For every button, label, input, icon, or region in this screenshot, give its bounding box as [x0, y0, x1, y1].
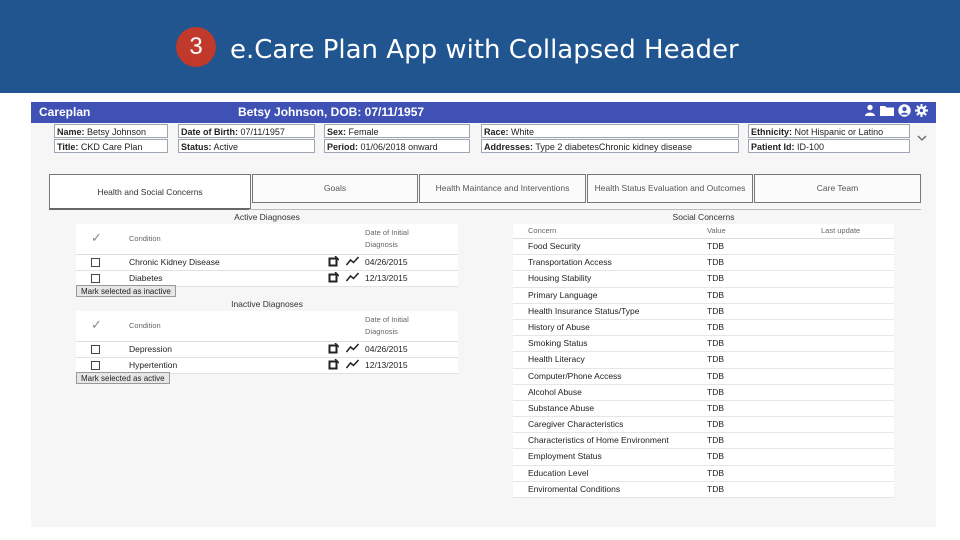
app-toolbar — [863, 104, 928, 120]
concern-value: TDB — [707, 354, 724, 365]
select-all-check-icon[interactable]: ✓ — [91, 230, 102, 245]
table-row — [513, 239, 894, 255]
table-row — [513, 255, 894, 271]
concern-value: TDB — [707, 273, 724, 284]
notes-icon[interactable] — [328, 256, 339, 270]
condition-name: Diabetes — [129, 273, 163, 283]
concern-value: TDB — [707, 483, 724, 494]
tab-divider — [249, 209, 921, 210]
social-concerns-title: Social Concerns — [672, 212, 735, 222]
person-icon[interactable] — [863, 104, 877, 120]
table-header — [76, 224, 458, 255]
table-row — [76, 342, 458, 358]
concern-name: Education Level — [528, 467, 589, 478]
concern-value: TDB — [707, 402, 724, 413]
trend-icon[interactable] — [346, 343, 359, 356]
app-bar — [31, 102, 936, 123]
mark-active-button[interactable]: Mark selected as active — [76, 372, 170, 384]
concern-name: Health Literacy — [528, 354, 585, 365]
concern-name: Computer/Phone Access — [528, 370, 622, 381]
inactive-diagnoses-table — [76, 311, 458, 374]
social-concerns-table — [513, 224, 894, 498]
table-row — [513, 352, 894, 368]
tab-goals[interactable]: Goals — [252, 174, 418, 203]
field-ethnicity: Ethnicity: Not Hispanic or Latino — [748, 124, 910, 138]
concern-name: Transportation Access — [528, 257, 612, 268]
concern-name: Caregiver Characteristics — [528, 419, 624, 430]
concern-value: TDB — [707, 370, 724, 381]
table-header — [513, 224, 894, 239]
table-row — [513, 433, 894, 449]
inactive-diagnoses-title: Inactive Diagnoses — [231, 299, 303, 309]
concern-name: Characteristics of Home Environment — [528, 435, 669, 446]
concern-value: TDB — [707, 289, 724, 300]
concern-name: Enviromental Conditions — [528, 483, 621, 494]
diagnosis-date: 04/26/2015 — [365, 344, 408, 354]
table-row — [513, 336, 894, 352]
field-addresses: Addresses: Type 2 diabetesChronic kidney disease — [481, 139, 739, 153]
concern-value: TDB — [707, 241, 724, 251]
account-circle-icon[interactable] — [897, 104, 911, 120]
table-row — [513, 304, 894, 320]
diagnosis-date: 12/13/2015 — [365, 273, 408, 283]
select-all-check-icon[interactable]: ✓ — [91, 317, 102, 332]
field-title: Title: CKD Care Plan — [54, 139, 168, 153]
step-number-badge: 3 — [176, 27, 216, 67]
table-row — [513, 320, 894, 336]
slide-title: e.Care Plan App with Collapsed Header — [230, 35, 739, 65]
column-header-concern: Concern — [528, 226, 557, 235]
social-concerns-rows — [513, 239, 894, 498]
mark-inactive-button[interactable]: Mark selected as inactive — [76, 285, 176, 297]
concern-value: TDB — [707, 419, 724, 430]
folder-icon[interactable] — [880, 104, 894, 120]
tab-health-maintenance[interactable]: Health Maintance and Interventions — [419, 174, 586, 203]
diagnosis-date: 12/13/2015 — [365, 360, 408, 370]
table-row — [513, 271, 894, 287]
concern-name: Smoking Status — [528, 338, 588, 349]
concern-value: TDB — [707, 451, 724, 462]
column-header-condition: Condition — [129, 234, 161, 243]
concern-name: History of Abuse — [528, 321, 590, 332]
column-header-date: Date of Initial Diagnosis — [365, 315, 409, 336]
column-header-condition: Condition — [129, 321, 161, 330]
notes-icon[interactable] — [328, 343, 339, 357]
concern-name: Employment Status — [528, 451, 602, 462]
table-row — [513, 288, 894, 304]
condition-name: Hypertention — [129, 360, 178, 370]
active-diagnoses-table — [76, 224, 458, 287]
active-diagnoses-title: Active Diagnoses — [234, 212, 300, 222]
table-row — [513, 369, 894, 385]
tab-health-status-evaluation[interactable]: Health Status Evaluation and Outcomes — [587, 174, 753, 203]
notes-icon[interactable] — [328, 272, 339, 286]
notes-icon[interactable] — [328, 359, 339, 373]
column-header-last-update: Last update — [821, 226, 861, 235]
diagnosis-date: 04/26/2015 — [365, 257, 408, 267]
trend-icon[interactable] — [346, 256, 359, 269]
table-row — [513, 449, 894, 465]
concern-value: TDB — [707, 467, 724, 478]
tab-care-team[interactable]: Care Team — [754, 174, 921, 203]
concern-value: TDB — [707, 386, 724, 397]
trend-icon[interactable] — [346, 272, 359, 285]
concern-value: TDB — [707, 338, 724, 349]
concern-value: TDB — [707, 305, 724, 316]
concern-name: Alcohol Abuse — [528, 386, 582, 397]
field-name: Name: Betsy Johnson — [54, 124, 168, 138]
slide-banner — [0, 0, 960, 93]
field-patient-id: Patient Id: ID-100 — [748, 139, 910, 153]
row-checkbox[interactable] — [91, 274, 100, 283]
concern-value: TDB — [707, 435, 724, 446]
patient-heading: Betsy Johnson, DOB: 07/11/1957 — [238, 105, 425, 119]
field-sex: Sex: Female — [324, 124, 470, 138]
table-row — [513, 466, 894, 482]
concern-value: TDB — [707, 321, 724, 332]
table-row — [513, 482, 894, 498]
concern-name: Health Insurance Status/Type — [528, 305, 640, 316]
condition-name: Depression — [129, 344, 172, 354]
row-checkbox[interactable] — [91, 345, 100, 354]
row-checkbox[interactable] — [91, 361, 100, 370]
trend-icon[interactable] — [346, 359, 359, 372]
field-period: Period: 01/06/2018 onward — [324, 139, 470, 153]
field-status: Status: Active — [178, 139, 315, 153]
concern-name: Food Security — [528, 241, 581, 251]
concern-name: Substance Abuse — [528, 402, 595, 413]
field-race: Race: White — [481, 124, 739, 138]
expand-header-chevron-icon[interactable] — [917, 134, 927, 145]
table-row — [513, 385, 894, 401]
app-screenshot — [31, 102, 936, 527]
row-checkbox[interactable] — [91, 258, 100, 267]
table-row — [513, 401, 894, 417]
field-dob: Date of Birth: 07/11/1957 — [178, 124, 315, 138]
condition-name: Chronic Kidney Disease — [129, 257, 220, 267]
app-name: Careplan — [39, 105, 91, 119]
table-row — [76, 255, 458, 271]
concern-name: Housing Stability — [528, 273, 592, 284]
gear-icon[interactable] — [914, 104, 928, 120]
column-header-value: Value — [707, 226, 726, 235]
column-header-date: Date of Initial Diagnosis — [365, 228, 409, 249]
table-row — [513, 417, 894, 433]
table-header — [76, 311, 458, 342]
concern-value: TDB — [707, 257, 724, 268]
concern-name: Primary Language — [528, 289, 598, 300]
tab-health-social-concerns[interactable]: Health and Social Concerns — [49, 174, 251, 210]
